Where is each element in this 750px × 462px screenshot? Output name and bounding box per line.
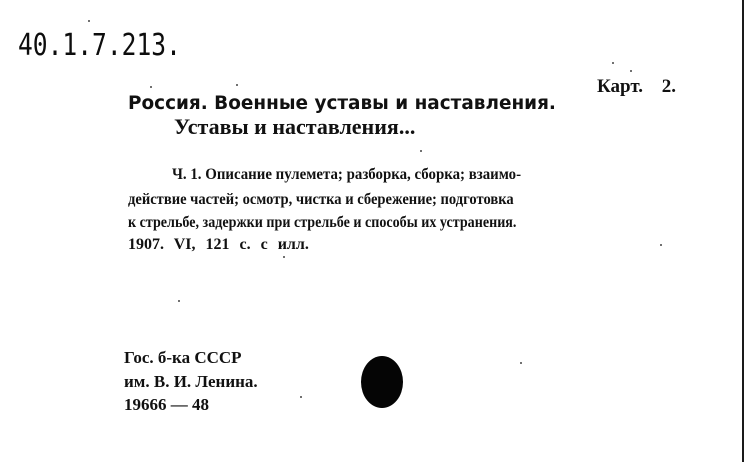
scan-speckle: [178, 300, 180, 302]
scan-speckle: [420, 150, 422, 152]
scan-speckle: [88, 20, 90, 22]
card-edge: [742, 0, 744, 462]
scan-speckle: [520, 362, 522, 364]
call-number: 40.1.7.213.: [18, 28, 181, 63]
publisher-line: им. В. И. Ленина.: [124, 372, 258, 391]
scan-speckle: [612, 62, 614, 64]
scan-speckle: [150, 86, 152, 88]
card-number: Карт. 2.: [597, 76, 676, 97]
publisher-line: Гос. б-ка СССР: [124, 348, 242, 367]
description-line: Ч. 1. Описание пулемета; разборка, сборка; взаимо-: [172, 166, 522, 183]
library-stamp-mark: [361, 356, 403, 408]
scan-speckle: [283, 256, 285, 258]
heading: Россия. Военные уставы и наставления.: [128, 92, 556, 114]
scan-speckle: [630, 70, 632, 72]
description-line: 1907. VI, 121 с. с илл.: [128, 236, 309, 253]
description-line: действие частей; осмотр, чистка и сбережение; подготовка: [128, 191, 514, 208]
scan-speckle: [236, 84, 238, 86]
subheading: Уставы и наставления...: [174, 114, 416, 139]
description-line: к стрельбе, задержки при стрельбе и способы их устранения.: [128, 214, 517, 231]
publisher-line: 19666 — 48: [124, 395, 209, 414]
scan-speckle: [300, 396, 302, 398]
scan-speckle: [660, 244, 662, 246]
